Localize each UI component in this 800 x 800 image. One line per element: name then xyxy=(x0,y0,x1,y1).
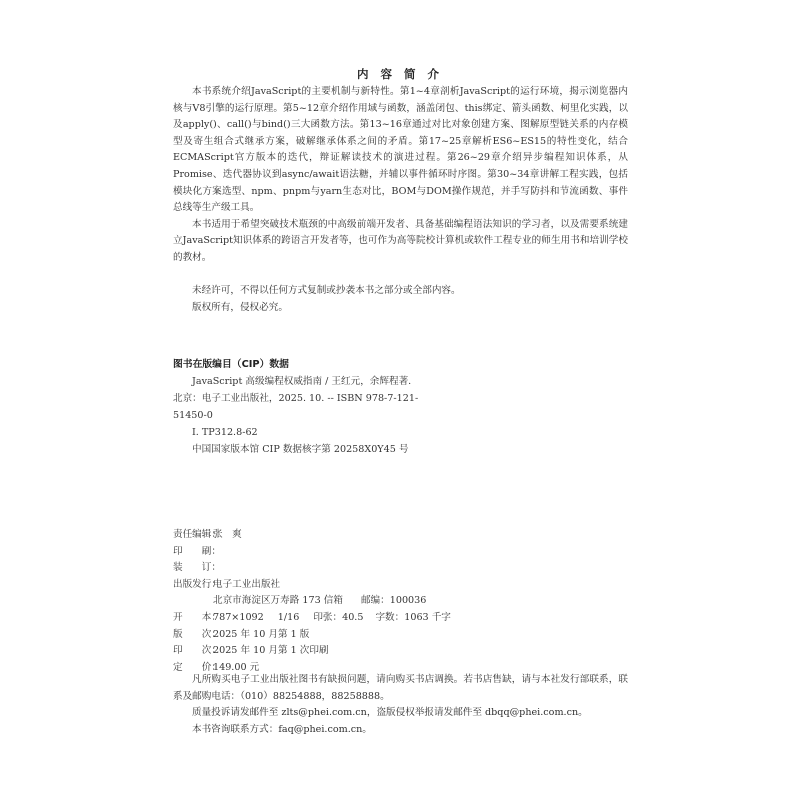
cip-isbn-continuation: 51450-0 xyxy=(173,410,213,421)
credit-label: 印 刷： xyxy=(173,545,221,557)
credit-address: 北京市海淀区万寿路 173 信箱 xyxy=(213,595,343,607)
credit-label: 责任编辑： xyxy=(173,529,221,540)
credit-row-editor xyxy=(173,527,628,544)
credit-label: 装 订： xyxy=(173,562,221,574)
credit-row-print xyxy=(173,544,628,561)
credit-label: 开 本： xyxy=(173,611,221,623)
cip-record-number: 中国国家版本馆 CIP 数据核字第 20258X0Y45 号 xyxy=(192,444,409,455)
credit-row-address xyxy=(173,593,628,610)
credit-row-printing xyxy=(173,643,628,660)
credit-sheets: 40.5 xyxy=(342,611,364,623)
credit-value: 2025 年 10 月第 1 次印刷 xyxy=(213,645,329,657)
credit-format-fold: 1/16 xyxy=(277,611,300,623)
consult-email-line: 本书咨询联系方式：faq@phei.com.cn。 xyxy=(192,723,372,735)
after-sales-notice xyxy=(173,672,628,738)
credit-label: 定 价： xyxy=(173,661,221,673)
defect-exchange-notice: 凡所购买电子工业出版社图书有缺损问题，请向购买书店调换。若书店售缺，请与本社发行部联系，联系及邮购电话：（010）88254888，88258888。 xyxy=(173,674,628,702)
complaint-email-line: 质量投诉请发邮件至 zlts@phei.com.cn，盗版侵权举报请发邮件至 dbqq@phei.com.cn。 xyxy=(192,707,588,719)
credit-row-format xyxy=(173,610,628,627)
credit-words: 1063 千字 xyxy=(404,611,451,623)
cip-data-block xyxy=(173,356,628,458)
cip-heading: 图书在版编目（CIP）数据 xyxy=(173,359,289,370)
credit-postcode-label: 邮编： xyxy=(360,595,390,607)
credit-row-edition xyxy=(173,627,628,644)
credit-value: 149.00 元 xyxy=(213,661,260,673)
credit-postcode: 100036 xyxy=(389,595,427,607)
cip-publisher-line: 北京：电子工业出版社，2025. 10. -- ISBN 978-7-121- xyxy=(173,393,419,404)
credit-sheets-label: 印张： xyxy=(313,611,343,623)
copy-prohibition-text: 未经许可，不得以任何方式复制或抄袭本书之部分或全部内容。 xyxy=(192,285,461,296)
credit-value: 电子工业出版社 xyxy=(213,578,281,590)
cip-title-line: JavaScript 高级编程权威指南 / 王红元，余辉程著. xyxy=(192,376,412,387)
credit-value: 2025 年 10 月第 1 版 xyxy=(213,628,310,640)
credit-value: 张 爽 xyxy=(213,529,242,540)
credit-row-publisher xyxy=(173,577,628,594)
all-rights-reserved-text: 版权所有，侵权必究。 xyxy=(192,302,288,313)
book-summary xyxy=(173,84,628,267)
credit-row-binding xyxy=(173,560,628,577)
credit-label: 版 次： xyxy=(173,628,221,640)
summary-paragraph-1: 本书系统介绍JavaScript的主要机制与新特性。第1~4章剖析JavaScript的运行环境，揭示浏览器内核与V8引擎的运行原理。第5~12章介绍作用域与函数，涵盖闭包、this绑定、箭头函数、柯里化实践，以及apply()、call()与bind()三大函数方法。第13~16章通过对比对象创建方案、图解原型链关系的内存模型及寄生组合式继承方案，破解继承体系之间的矛盾。第17~25章解析ES6~ES15的特性变化，结合ECMAScript官方版本的迭代，辩证解读技术的演进过程。第26~29章介绍异步编程知识体系，从Promise、迭代器协议到async/await语法糖，并辅以事件循环时序图。第30~34章讲解工程实践，包括模块化方案选型、npm、pnpm与yarn生态对比，BOM与DOM操作规范，并手写防抖和节流函数、事件总线等生产级工具。 xyxy=(173,86,628,214)
page-title: 内 容 简 介 xyxy=(356,67,443,81)
cip-classification: Ⅰ. TP312.8-62 xyxy=(192,427,258,438)
credit-label: 印 次： xyxy=(173,645,221,657)
rights-notice xyxy=(192,282,612,316)
credit-words-label: 字数： xyxy=(375,611,405,623)
credit-format-size: 787×1092 xyxy=(213,611,264,623)
credit-label: 出版发行： xyxy=(173,578,221,590)
summary-paragraph-2: 本书适用于希望突破技术瓶颈的中高级前端开发者、具备基础编程语法知识的学习者，以及需要系统建立JavaScript知识体系的跨语言开发者等，也可作为高等院校计算机或软件工程专业的师生用书和培训学校的教材。 xyxy=(173,218,628,263)
publication-credits xyxy=(173,527,628,676)
